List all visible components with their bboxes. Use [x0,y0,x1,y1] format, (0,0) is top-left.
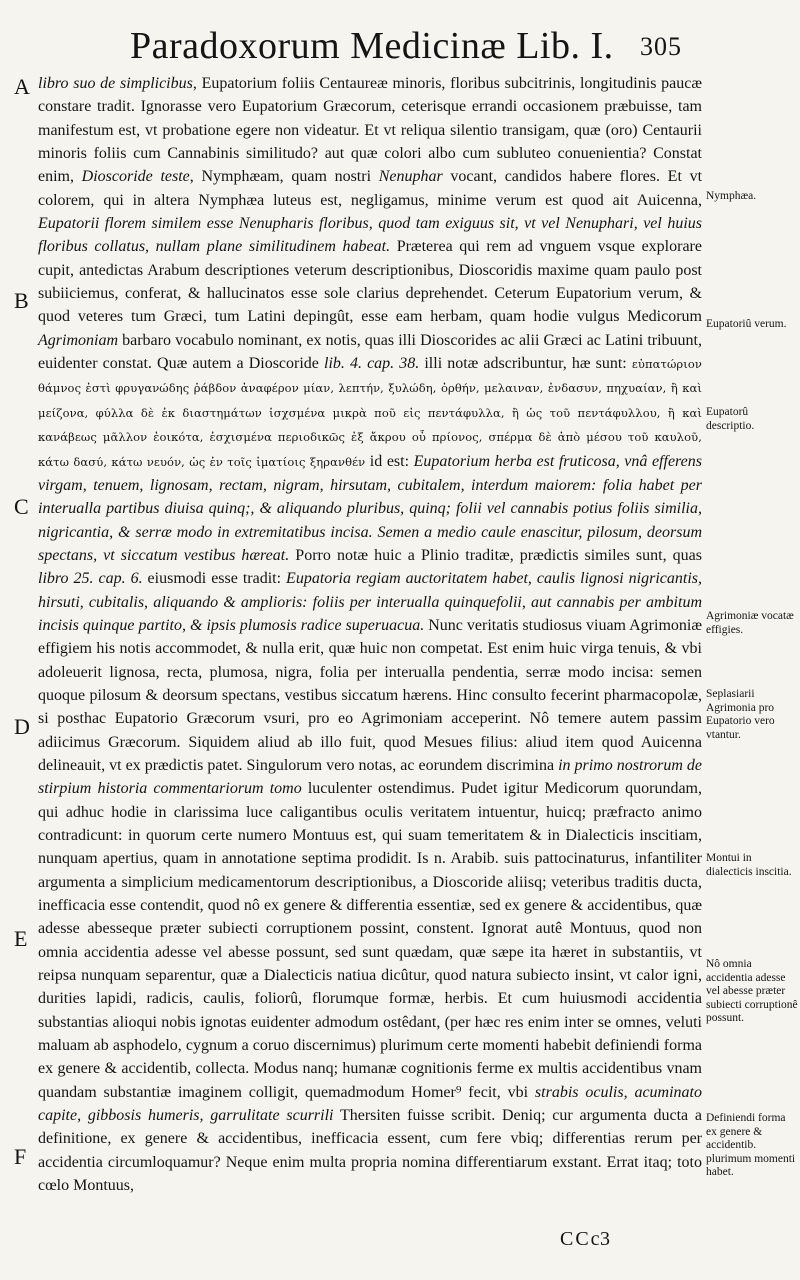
text-run: Præterea qui rem ad vnguem vsque explorare cupit, antedictas Arabum descriptiones veterum descriptionibus, Dioscoridis maxime quam paulo post subiiciemus, conferat, & hallucinatos esse sole clarius deprehendet. Ceterum Eupatorium verum, & quod veteres tum Græci, tum Latini depingût, esse eam herbam, quam hodie vulgus Medicorum [38,238,702,326]
margin-note-agrimonia: Agrimoniæ vocatæ effigies. [706,610,794,636]
greek-quotation: εὐπατώριον θάμνος ἐστὶ φρυγανώδης ῥάβδον ἀναφέρον μίαν, λεπτήν, ξυλώδη, ὀρθήν, μελαιναν, ἐνδασυν, πηχυαίαν, ἢ καὶ μείζονα, φύλλα δὲ ἐκ διαστημάτων ἰσχσμένα μικρὰ ποῦ εἰς πεντάφυλλα, ἢ ὡς τοῦ πεντάφυλλου, ἢ καὶ κανάβεως μᾶλλον ἐοικότα, ἐσχισμένα περιοδικῶς ἐξ ἄκρου οὖ πρίονος, σπέρμα δὲ ἀπὸ μέσου τοῦ καυλοῦ, κάτω δασύ, κάτω νευόν, ὡς ἐν τοῖς ἱματίοις ξηρανθέν [38,357,703,469]
margin-note-montuus: Montui in dialecticis inscitia. [706,852,792,878]
text-run: barbaro vocabulo nominant, ex notis, quas illi Dioscorides ac alii Græci ac Latini tribuunt, euidenter constat. Quæ autem a Dioscoride [38,331,702,373]
text-run: lib. 4. cap. 38. [324,355,420,373]
text-run: eiusmodi esse tradit: [142,570,287,588]
text-run: Agrimoniam [38,331,118,349]
text-run: in primo nostrorum de stirpium historia commentariorum tomo [38,756,703,798]
margin-note-eupatorium-verum: Eupatoriû verum. [706,318,787,330]
section-letter-c: C [14,494,29,519]
text-run: libro 25. cap. 6. [38,570,143,588]
text-run: Porro notæ huic a Plinio traditæ, prædictis similes sunt, quas [289,546,702,564]
text-run: illi notæ adscribuntur, hæ sunt: [419,355,632,373]
page-number: 305 [640,32,682,61]
margin-note-seplasiarii: Seplasiarii Agrimonia pro Eupatorio vero vtantur. [706,688,775,741]
text-run: Eupatorii florem similem esse Nenupharis floribus, quod tam exiguus sit, vt vel Nenuphari, vel huius floribus collatus, nullam plane similitudinem habeat. [38,215,702,256]
section-letter-b: B [14,288,29,313]
signature-mark: CCc [560,1228,602,1250]
section-letter-a: A [14,74,30,99]
text-run: Dioscoride teste [81,168,190,186]
section-letter-f: F [14,1144,27,1169]
catchword: 3 [600,1228,610,1250]
main-paragraph [38,72,702,1198]
text-run: luculenter ostendimus. Pudet igitur Medicorum quorundam, qui adhuc hodie in clarissima luce caligantibus oculis veritatem intuentur, huicq; præfracto animo contradicunt: in quorum certe numero Montuus est, qui suam temeritatem & in Dialecticis inscitiam, nunquam apertius, quam in annotatione septima prodidit. Is n. Arabib. suis pattocinaturus, infantiliter argumenta a simplicium medicamentorum descriptionibus, a Dioscoride aliisq; veteribus traditis ducta, inefficacia esse contendit, quod nô ex genere & differentia essentiæ, sed ex genere & accidentibus, quæ adesse abesseque præter subiecti corruptionem possint, constent. Ignorat autê Montuus, quod non omnia accidentia adesse vel abesse possunt, sed sunt quædam, quæ sæpe ita hæret in substantiis, vt reipsa nunquam separentur, quæ a Dialecticis natiua dicûtur, quod natura subiecto insint, vt calor igni, durities lapidi, radicis, caulis, foliorû, florumque formæ, herbis. Et cum huiusmodi accidentia substantias alioqui nobis ignotas euidenter admodum ostêdant, (per hæc res enim inter se omnes, veluti maluam ab asphodelo, cygnum a coruo discernimus) plurimum certe momenti habebit definiendi forma ex genere & accidentib, collecta. Modus nanq; humanæ cognitionis ferme ex multis accidentibus vnam quandam substantiæ imaginem colligit, quemadmodum Homer⁹ fecit, vbi [38,780,702,1101]
section-letter-d: D [14,714,30,739]
main-text-column [38,72,702,1198]
page-header [0,22,800,70]
margin-note-eupatorium-descriptio: Eupatorû descriptio. [706,406,755,432]
running-title: Paradoxorum Medicinæ Lib. I. [130,25,614,67]
text-run: id est: [365,452,414,470]
text-run: Eupatorium herba est fruticosa, vnâ efferens virgam, tenuem, lignosam, rectam, nigram, hirsutam, cubitalem, interdum maiorem: folia habet per interualla partibus diuisa quinq;, & aliquando pluribus, quinq; folii vel cannabis potius foliis similia, nigricantia, & serræ modo in extremitatibus incisa. Semen a medio caule enascitur, pilosum, deorsum spectans, vt siccatum vestibus hæreat. [38,452,703,564]
text-run: , Eupatorium foliis Centaureæ minoris, floribus subcitrinis, longitudinis paucæ constare tradit. Ignorasse vero Eupatorium Græcorum, ceterisque errandi occasionem præbuisse, tam manifestum est, vt probatione egere non videatur. Et vt reliqua silentio transigam, quæ (oro) Centaurii minoris foliis cum Cannabinis similitudo? aut quæ colori albo cum subluteo conuenientia? Constat enim, [38,75,702,186]
section-letter-e: E [14,926,28,951]
text-run: , Nymphæam, quam nostri [189,168,379,186]
margin-note-nymphaea: Nymphæa. [706,190,757,202]
text-run: libro suo de simplicibus [38,75,193,92]
text-run: Thersiten fuisse scribit. Deniq; cur argumenta ducta a definitione, ex genere & accidentibus, inefficacia essent, cum fere vbiq; differentias rerum per accidentia circumloquamur? Neque enim multa propria nomina differentiarum exstant. Errat itaq; toto cœlo Montuus, [38,1107,702,1195]
text-run: vocant, candidos habere flores. Et vt colorem, qui in altera Nymphæa luteus est, negligamus, minime verum est quod ait Auicenna, [38,168,703,209]
margin-note-definiendi: Definiendi forma ex genere & accidentib. plurimum momenti habet. [706,1112,796,1178]
text-run: Nunc veritatis studiosus viuam Agrimoniæ effigiem his notis accommodet, & nulla erit, quæ huic non competat. Est enim huic virga tenuis, & vbi adoleuerit lignosa, recta, plumosa, nigra, folia per interualla pendentia, serræ modo incisa: semen quoque pilosum & deorsum spectans, vestibus siccatum hærens. Hinc consulto fecerint pharmacopolæ, si posthac Eupatorio Græcorum vsuri, pro eo Agrimoniam acceperint. Nô temere autem passim adiicimus Græcorum. Siquidem aliud ab illo fuit, quod Mesues filius: aliud item quod Auicenna delineauit, vt ex prædictis patet. Singulorum vero notas, ac eorundem discrimina [38,616,703,774]
margin-note-accidentia: Nô omnia accidentia adesse vel abesse præter subiecti corruptionê possunt. [706,958,798,1024]
text-run: Nenuphar [378,168,443,186]
text-run: Eupatoria regiam auctoritatem habet, caulis lignosi nigricantis, hirsuti, cubitalis, aliquando & amplioris: foliis per interualla quinquefolii, aut cannabis per ambitum incisis quinque partito, & ipsis plumosis radice superuacua. [38,570,703,634]
text-run: strabis oculis, acuminato capite, gibbosis humeris, garrulitate scurrili [38,1083,703,1125]
